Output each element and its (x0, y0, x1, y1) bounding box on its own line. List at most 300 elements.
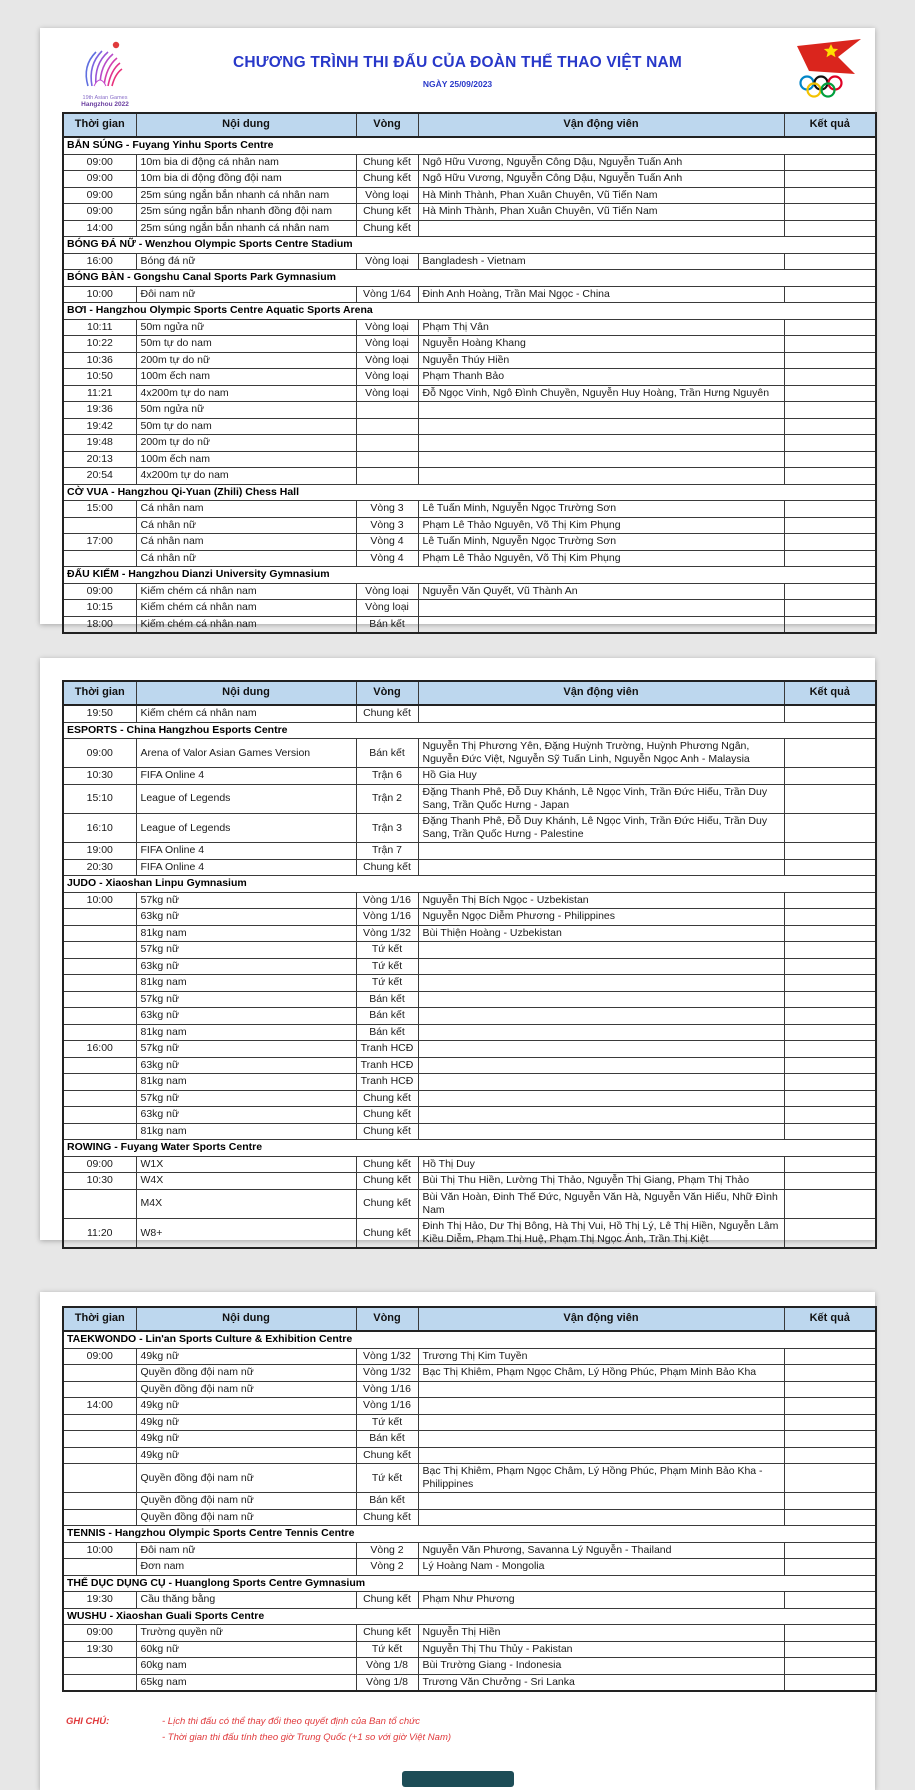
event-time (63, 1559, 136, 1576)
event-athletes: Đặng Thanh Phê, Đỗ Duy Khánh, Lê Ngọc Vinh, Trần Đức Hiếu, Trần Duy Sang, Trần Quốc Hưng - Palestine (418, 814, 784, 843)
event-result (784, 739, 876, 768)
event-name: Cá nhân nam (136, 501, 356, 518)
schedule-table-2 (62, 680, 877, 1249)
event-name: Bóng đá nữ (136, 253, 356, 270)
sport-section-row (63, 137, 876, 154)
column-header-row (63, 1307, 876, 1331)
event-round: Vòng loại (356, 253, 418, 270)
event-time: 09:00 (63, 583, 136, 600)
column-header: Thời gian (63, 113, 136, 137)
event-result (784, 1447, 876, 1464)
event-name: Cầu thăng bằng (136, 1592, 356, 1609)
event-round (356, 435, 418, 452)
event-athletes (418, 859, 784, 876)
event-name: Trường quyền nữ (136, 1625, 356, 1642)
sport-section-row (63, 303, 876, 320)
event-athletes: Nguyễn Thị Hiền (418, 1625, 784, 1642)
notes-label: GHI CHÚ: (66, 1716, 110, 1728)
event-time (63, 1057, 136, 1074)
event-athletes: Hồ Thị Duy (418, 1156, 784, 1173)
event-time: 10:15 (63, 600, 136, 617)
event-round: Vòng 1/32 (356, 1365, 418, 1382)
event-name: 200m tự do nữ (136, 352, 356, 369)
event-name: 81kg nam (136, 975, 356, 992)
page-title: CHƯƠNG TRÌNH THI ĐẤU CỦA ĐOÀN THỂ THAO VIỆT NAM (232, 54, 683, 71)
event-row (63, 534, 876, 551)
event-row (63, 402, 876, 419)
event-name: 57kg nữ (136, 892, 356, 909)
event-athletes: Ngô Hữu Vương, Nguyễn Công Dậu, Nguyễn Tuấn Anh (418, 154, 784, 171)
sport-section-label: JUDO - Xiaoshan Linpu Gymnasium (63, 876, 876, 893)
event-time: 10:36 (63, 352, 136, 369)
event-result (784, 784, 876, 813)
event-name: Kiếm chém cá nhân nam (136, 705, 356, 722)
column-header-row (63, 681, 876, 705)
event-athletes: Đặng Thanh Phê, Đỗ Duy Khánh, Lê Ngọc Vinh, Trần Đức Hiếu, Trần Duy Sang, Trần Quốc Hưng - Japan (418, 784, 784, 813)
event-time (63, 1090, 136, 1107)
event-name: Kiếm chém cá nhân nam (136, 583, 356, 600)
event-name: 63kg nữ (136, 1008, 356, 1025)
sport-section-row (63, 876, 876, 893)
event-row (63, 705, 876, 722)
event-round: Vòng 1/16 (356, 1381, 418, 1398)
event-time: 19:48 (63, 435, 136, 452)
event-athletes: Nguyễn Hoàng Khang (418, 336, 784, 353)
event-name: 49kg nữ (136, 1431, 356, 1448)
event-name: 63kg nữ (136, 1057, 356, 1074)
asian-games-fan-icon (76, 40, 134, 90)
event-athletes (418, 1509, 784, 1526)
event-name: Kiếm chém cá nhân nam (136, 600, 356, 617)
sport-section-label: ESPORTS - China Hangzhou Esports Centre (63, 722, 876, 739)
schedule-table-1 (62, 112, 877, 634)
event-name: Cá nhân nữ (136, 550, 356, 567)
event-athletes: Phạm Thanh Bảo (418, 369, 784, 386)
event-name: 50m ngửa nữ (136, 319, 356, 336)
event-name: 25m súng ngắn bắn nhanh đồng đội nam (136, 204, 356, 221)
event-time (63, 1674, 136, 1691)
event-result (784, 418, 876, 435)
event-result (784, 814, 876, 843)
event-result (784, 1156, 876, 1173)
sport-section-row (63, 1608, 876, 1625)
event-name: FIFA Online 4 (136, 859, 356, 876)
event-name: 60kg nam (136, 1658, 356, 1675)
event-time (63, 1414, 136, 1431)
notes-block (66, 1716, 875, 1748)
event-round: Vòng loại (356, 319, 418, 336)
event-name: 49kg nữ (136, 1414, 356, 1431)
event-athletes: Hà Minh Thành, Phan Xuân Chuyên, Vũ Tiến Nam (418, 204, 784, 221)
event-time: 19:30 (63, 1641, 136, 1658)
event-athletes (418, 220, 784, 237)
event-name: 60kg nữ (136, 1641, 356, 1658)
event-result (784, 1641, 876, 1658)
event-row (63, 171, 876, 188)
event-athletes: Bùi Trường Giang - Indonesia (418, 1658, 784, 1675)
event-row (63, 991, 876, 1008)
event-athletes: Bangladesh - Vietnam (418, 253, 784, 270)
hangzhou-2022-logo (66, 40, 144, 108)
event-row (63, 892, 876, 909)
event-round: Vòng 4 (356, 550, 418, 567)
event-result (784, 286, 876, 303)
event-round: Trận 3 (356, 814, 418, 843)
event-name: 49kg nữ (136, 1398, 356, 1415)
event-round: Chung kết (356, 171, 418, 188)
event-result (784, 385, 876, 402)
event-time: 10:00 (63, 892, 136, 909)
event-name: 57kg nữ (136, 942, 356, 959)
event-round: Chung kết (356, 705, 418, 722)
event-name: 57kg nữ (136, 991, 356, 1008)
event-result (784, 1431, 876, 1448)
event-round: Tứ kết (356, 1464, 418, 1493)
event-time (63, 991, 136, 1008)
event-row (63, 385, 876, 402)
event-result (784, 1348, 876, 1365)
event-name: 57kg nữ (136, 1090, 356, 1107)
event-row (63, 739, 876, 768)
schedule-page-1 (40, 28, 875, 630)
event-result (784, 1173, 876, 1190)
schedule-table-3 (62, 1306, 877, 1692)
event-athletes: Bạc Thị Khiêm, Phạm Ngọc Châm, Lý Hồng Phúc, Phạm Minh Bảo Kha (418, 1365, 784, 1382)
event-athletes (418, 1381, 784, 1398)
event-time: 20:54 (63, 468, 136, 485)
event-athletes: Bạc Thị Khiêm, Phạm Ngọc Châm, Lý Hồng Phúc, Phạm Minh Bảo Kha - Philippines (418, 1464, 784, 1493)
event-round (356, 451, 418, 468)
event-result (784, 583, 876, 600)
event-name: 81kg nam (136, 1074, 356, 1091)
event-result (784, 600, 876, 617)
schedule-page-3 (40, 1292, 875, 1790)
event-athletes (418, 1008, 784, 1025)
column-header: Nội dung (136, 113, 356, 137)
event-name: 10m bia di động cá nhân nam (136, 154, 356, 171)
event-time (63, 1447, 136, 1464)
event-row (63, 958, 876, 975)
event-row (63, 1674, 876, 1691)
event-row (63, 1592, 876, 1609)
event-name: 81kg nam (136, 925, 356, 942)
event-time: 14:00 (63, 220, 136, 237)
event-round: Tứ kết (356, 975, 418, 992)
event-name: 100m ếch nam (136, 369, 356, 386)
schedule-page-2 (40, 658, 875, 1246)
event-row (63, 1398, 876, 1415)
sport-section-label: TAEKWONDO - Lin'an Sports Culture & Exhibition Centre (63, 1331, 876, 1348)
event-athletes (418, 402, 784, 419)
event-round: Bán kết (356, 1008, 418, 1025)
event-result (784, 1509, 876, 1526)
event-row (63, 1365, 876, 1382)
event-athletes: Nguyễn Thị Thu Thủy - Pakistan (418, 1641, 784, 1658)
sport-section-row (63, 270, 876, 287)
event-athletes: Lý Hoàng Nam - Mongolia (418, 1559, 784, 1576)
event-round: Vòng 1/8 (356, 1674, 418, 1691)
event-time (63, 1493, 136, 1510)
event-name: 25m súng ngắn bắn nhanh cá nhân nam (136, 187, 356, 204)
sport-section-label: BƠI - Hangzhou Olympic Sports Centre Aquatic Sports Arena (63, 303, 876, 320)
event-round: Vòng 1/16 (356, 1398, 418, 1415)
event-name: League of Legends (136, 784, 356, 813)
event-round (356, 418, 418, 435)
event-round: Chung kết (356, 1625, 418, 1642)
event-row (63, 1189, 876, 1218)
event-row (63, 253, 876, 270)
event-round: Tứ kết (356, 1414, 418, 1431)
event-round: Tranh HCĐ (356, 1041, 418, 1058)
event-row (63, 1090, 876, 1107)
event-athletes: Phạm Lê Thảo Nguyên, Võ Thị Kim Phụng (418, 517, 784, 534)
event-time: 19:30 (63, 1592, 136, 1609)
event-round: Vòng 2 (356, 1559, 418, 1576)
event-result (784, 534, 876, 551)
event-athletes (418, 451, 784, 468)
event-time: 17:00 (63, 534, 136, 551)
event-time (63, 1509, 136, 1526)
event-athletes (418, 942, 784, 959)
column-header: Vòng (356, 681, 418, 705)
event-athletes: Nguyễn Văn Quyết, Vũ Thành An (418, 583, 784, 600)
event-result (784, 1559, 876, 1576)
event-name: 4x200m tự do nam (136, 385, 356, 402)
document-date: NGÀY 25/09/2023 (422, 79, 493, 89)
home-indicator-bar[interactable] (402, 1771, 514, 1787)
event-time: 09:00 (63, 1348, 136, 1365)
event-row (63, 1464, 876, 1493)
column-header: Nội dung (136, 681, 356, 705)
event-round: Vòng 3 (356, 501, 418, 518)
event-name: Cá nhân nam (136, 534, 356, 551)
event-result (784, 975, 876, 992)
event-name: 63kg nữ (136, 958, 356, 975)
event-result (784, 369, 876, 386)
vietnam-olympic-logo (793, 36, 865, 103)
event-round: Chung kết (356, 859, 418, 876)
event-row (63, 1041, 876, 1058)
event-athletes (418, 1414, 784, 1431)
event-row (63, 1348, 876, 1365)
event-time: 10:30 (63, 1173, 136, 1190)
event-result (784, 1464, 876, 1493)
event-result (784, 705, 876, 722)
event-result (784, 154, 876, 171)
event-name: 65kg nam (136, 1674, 356, 1691)
event-row (63, 336, 876, 353)
event-name: Đôi nam nữ (136, 1542, 356, 1559)
event-time: 16:10 (63, 814, 136, 843)
logo-caption-line1: 19th Asian Games (82, 94, 128, 101)
event-row (63, 451, 876, 468)
event-result (784, 517, 876, 534)
event-time: 09:00 (63, 1625, 136, 1642)
event-row (63, 1074, 876, 1091)
event-result (784, 942, 876, 959)
event-result (784, 1008, 876, 1025)
event-name: League of Legends (136, 814, 356, 843)
event-athletes: Nguyễn Thị Phương Yên, Đặng Huỳnh Trường, Huỳnh Phương Ngân, Nguyễn Đức Việt, Nguyễn Sỹ Tuấn Linh, Nguyễn Ngọc Anh - Malaysia (418, 739, 784, 768)
event-result (784, 1365, 876, 1382)
event-athletes (418, 991, 784, 1008)
event-name: 81kg nam (136, 1024, 356, 1041)
event-time (63, 517, 136, 534)
event-round: Chung kết (356, 1592, 418, 1609)
event-result (784, 843, 876, 860)
event-time: 19:00 (63, 843, 136, 860)
event-row (63, 369, 876, 386)
event-time (63, 1024, 136, 1041)
event-row (63, 1447, 876, 1464)
sport-section-label: ROWING - Fuyang Water Sports Centre (63, 1140, 876, 1157)
event-row (63, 1173, 876, 1190)
event-result (784, 220, 876, 237)
event-row (63, 550, 876, 567)
event-row (63, 1493, 876, 1510)
event-result (784, 1674, 876, 1691)
event-athletes: Nguyễn Thúy Hiền (418, 352, 784, 369)
event-row (63, 352, 876, 369)
event-row (63, 814, 876, 843)
event-athletes (418, 1398, 784, 1415)
event-time: 10:30 (63, 768, 136, 785)
event-name: Đôi nam nữ (136, 286, 356, 303)
event-name: Arena of Valor Asian Games Version (136, 739, 356, 768)
event-name: FIFA Online 4 (136, 843, 356, 860)
sport-section-row (63, 237, 876, 254)
event-athletes (418, 1074, 784, 1091)
event-round: Vòng loại (356, 583, 418, 600)
vietnam-flag-olympic-rings-icon (793, 36, 865, 98)
column-header: Vận động viên (418, 113, 784, 137)
event-name: 49kg nữ (136, 1348, 356, 1365)
event-round: Chung kết (356, 204, 418, 221)
column-header: Kết quả (784, 113, 876, 137)
event-time: 15:00 (63, 501, 136, 518)
event-round: Trận 6 (356, 768, 418, 785)
event-athletes (418, 1024, 784, 1041)
event-row (63, 154, 876, 171)
event-time (63, 942, 136, 959)
event-athletes: Lê Tuấn Minh, Nguyễn Ngọc Trường Sơn (418, 534, 784, 551)
event-time: 10:00 (63, 1542, 136, 1559)
event-result (784, 1024, 876, 1041)
event-result (784, 768, 876, 785)
event-round: Vòng 1/16 (356, 892, 418, 909)
event-row (63, 909, 876, 926)
event-row (63, 1219, 876, 1249)
sport-section-row (63, 1575, 876, 1592)
event-result (784, 1123, 876, 1140)
event-athletes (418, 1493, 784, 1510)
column-header: Kết quả (784, 681, 876, 705)
event-result (784, 1625, 876, 1642)
event-row (63, 319, 876, 336)
event-time (63, 1074, 136, 1091)
event-row (63, 220, 876, 237)
event-round: Vòng loại (356, 352, 418, 369)
event-name: 50m ngửa nữ (136, 402, 356, 419)
event-row (63, 1156, 876, 1173)
event-name: 63kg nữ (136, 909, 356, 926)
event-name: Quyền đồng đội nam nữ (136, 1509, 356, 1526)
event-row (63, 1381, 876, 1398)
sport-section-row (63, 1140, 876, 1157)
event-row (63, 843, 876, 860)
document-header (40, 28, 875, 112)
event-athletes: Nguyễn Ngọc Diễm Phương - Philippines (418, 909, 784, 926)
event-time: 20:13 (63, 451, 136, 468)
event-name: 81kg nam (136, 1123, 356, 1140)
event-athletes (418, 1123, 784, 1140)
event-athletes: Lê Tuấn Minh, Nguyễn Ngọc Trường Sơn (418, 501, 784, 518)
event-result (784, 616, 876, 633)
event-athletes (418, 1090, 784, 1107)
event-time: 09:00 (63, 187, 136, 204)
event-round: Chung kết (356, 1173, 418, 1190)
event-athletes (418, 616, 784, 633)
event-time: 10:00 (63, 286, 136, 303)
event-athletes: Nguyễn Thị Bích Ngọc - Uzbekistan (418, 892, 784, 909)
event-time: 19:50 (63, 705, 136, 722)
event-result (784, 204, 876, 221)
event-row (63, 1057, 876, 1074)
event-name: 25m súng ngắn bắn nhanh cá nhân nam (136, 220, 356, 237)
event-result (784, 859, 876, 876)
event-result (784, 468, 876, 485)
event-result (784, 1414, 876, 1431)
event-result (784, 1493, 876, 1510)
column-header: Vòng (356, 1307, 418, 1331)
event-row (63, 600, 876, 617)
event-name: Đơn nam (136, 1559, 356, 1576)
column-header: Vận động viên (418, 1307, 784, 1331)
event-round: Chung kết (356, 1156, 418, 1173)
event-time: 09:00 (63, 154, 136, 171)
event-result (784, 1592, 876, 1609)
event-result (784, 991, 876, 1008)
event-row (63, 187, 876, 204)
event-time: 11:21 (63, 385, 136, 402)
event-name: Quyền đồng đội nam nữ (136, 1464, 356, 1493)
event-result (784, 402, 876, 419)
event-time (63, 550, 136, 567)
sport-section-label: ĐẤU KIẾM - Hangzhou Dianzi University Gymnasium (63, 567, 876, 584)
event-round: Vòng 3 (356, 517, 418, 534)
event-time: 10:11 (63, 319, 136, 336)
event-row (63, 501, 876, 518)
event-row (63, 204, 876, 221)
event-round (356, 402, 418, 419)
event-row (63, 1559, 876, 1576)
event-athletes (418, 958, 784, 975)
event-name: 100m ếch nam (136, 451, 356, 468)
event-round: Vòng loại (356, 385, 418, 402)
event-row (63, 1414, 876, 1431)
column-header: Thời gian (63, 681, 136, 705)
event-time: 16:00 (63, 253, 136, 270)
event-row (63, 925, 876, 942)
event-time: 15:10 (63, 784, 136, 813)
event-name: 57kg nữ (136, 1041, 356, 1058)
column-header: Vòng (356, 113, 418, 137)
sport-section-label: WUSHU - Xiaoshan Guali Sports Centre (63, 1608, 876, 1625)
column-header: Thời gian (63, 1307, 136, 1331)
event-row (63, 942, 876, 959)
event-time: 10:22 (63, 336, 136, 353)
sport-section-row (63, 1331, 876, 1348)
